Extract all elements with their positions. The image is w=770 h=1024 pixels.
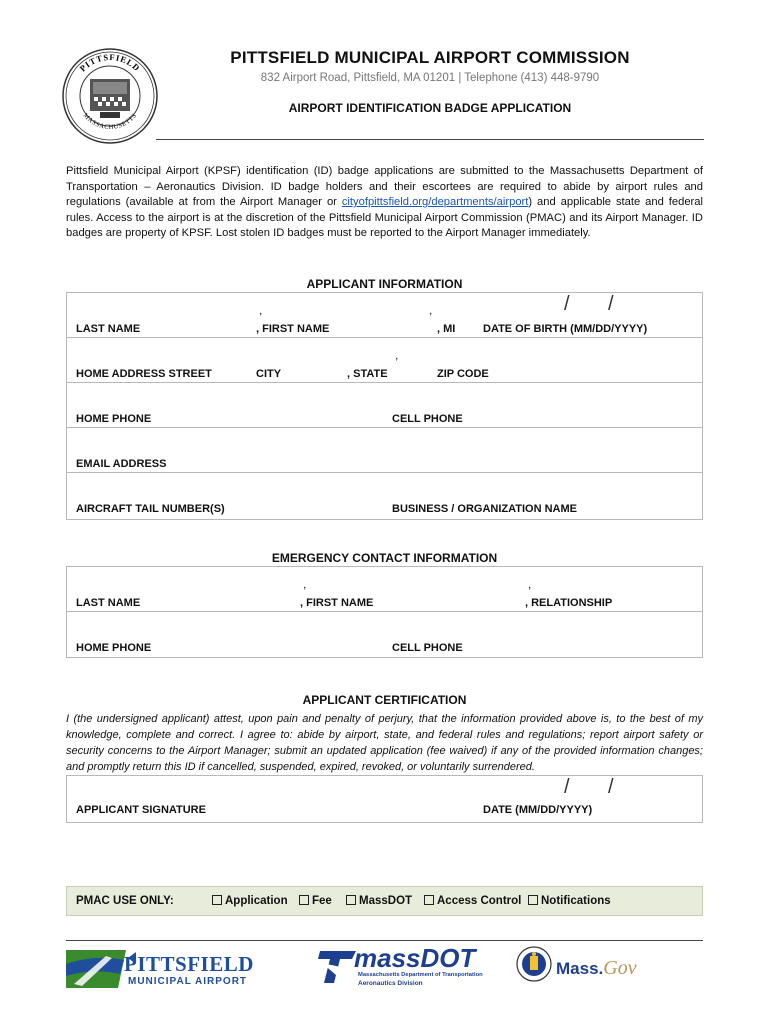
address-row[interactable]: , HOME ADDRESS STREET CITY , STATE ZIP CODE — [67, 338, 702, 383]
form-title: AIRPORT IDENTIFICATION BADGE APPLICATION — [288, 101, 572, 115]
cell-phone-label: CELL PHONE — [392, 413, 463, 425]
header-divider — [156, 139, 704, 140]
commonwealth-seal-icon — [516, 946, 552, 982]
zip-label: ZIP CODE — [437, 368, 489, 380]
mi-label: , MI — [437, 323, 456, 335]
pittsfield-airport-logo — [66, 944, 280, 994]
name-row[interactable]: , , / / LAST NAME , FIRST NAME , MI DATE OF BIRTH (MM/DD/YYYY) — [67, 293, 702, 338]
pmac-use-only-box — [66, 886, 703, 916]
intro-paragraph — [66, 164, 703, 242]
massdot-logo-text: massDOT — [354, 943, 476, 973]
svg-text:PITTSFIELD: PITTSFIELD — [77, 51, 143, 74]
commission-address: 832 Airport Road, Pittsfield, MA 01201 | Telephone (413) 448-9790 — [260, 72, 600, 84]
pittsfield-logo-text: PITTSFIELD — [124, 952, 254, 976]
business-label: BUSINESS / ORGANIZATION NAME — [392, 503, 577, 515]
municipal-airport-logo-text: MUNICIPAL AIRPORT — [128, 976, 248, 987]
checkbox-square — [346, 895, 356, 905]
date-slash: / — [608, 776, 614, 798]
date-slash: / — [608, 293, 614, 315]
emergency-name-row[interactable]: , , LAST NAME , FIRST NAME , RELATIONSHIP — [67, 567, 702, 612]
commission-title: PITTSFIELD MUNICIPAL AIRPORT COMMISSION — [230, 48, 630, 67]
certification-section-title: APPLICANT CERTIFICATION — [302, 693, 467, 707]
last-name-label: LAST NAME — [76, 323, 141, 335]
applicant-info-box — [66, 292, 703, 520]
checkbox-square — [528, 895, 538, 905]
massgov-logo-text: Mass.Gov — [556, 957, 637, 979]
emergency-phone-row[interactable] — [67, 612, 702, 657]
emergency-section-title: EMERGENCY CONTACT INFORMATION — [271, 551, 498, 565]
pmac-label: PMAC USE ONLY: — [76, 895, 174, 907]
dob-label: DATE OF BIRTH (MM/DD/YYYY) — [483, 323, 648, 335]
massdot-logo — [316, 945, 486, 993]
street-label: HOME ADDRESS STREET — [76, 368, 212, 380]
signature-date-label: DATE (MM/DD/YYYY) — [483, 804, 593, 816]
signature-label: APPLICANT SIGNATURE — [76, 804, 206, 816]
checkbox-square — [424, 895, 434, 905]
emergency-info-box — [66, 566, 703, 658]
state-label: , STATE — [347, 368, 388, 380]
checkbox-square — [212, 895, 222, 905]
intro-text-after: ) and applicable state and federal rules. Access to the airport is at the discretion of the Pittsfield Municipal Airport Commission (PMAC) and its Airport Manager. ID badges are property of KPSF. Lost stolen ID badges must be reported to the Airport Manager immediately. — [66, 196, 703, 240]
applicant-section-title: APPLICANT INFORMATION — [306, 277, 463, 291]
massdot-checkbox[interactable]: MassDOT — [346, 895, 412, 907]
footer-divider — [66, 940, 703, 941]
intro-text-before: Pittsfield Municipal Airport (KPSF) identification (ID) badge applications are submitted to the Massachusetts Department of Transportation – Aeronautics Division. ID badge holders and their escortees are required to abide by airport rules and regulations (available at from the Airport Manager or — [66, 165, 703, 209]
email-row[interactable] — [67, 428, 702, 473]
phone-row[interactable] — [67, 383, 702, 428]
checkbox-square — [299, 895, 309, 905]
emergency-last-name-label: LAST NAME — [76, 597, 141, 609]
massdot-subtitle: Massachusetts Department of Transportation — [358, 972, 483, 978]
home-phone-label: HOME PHONE — [76, 413, 152, 425]
tail-number-label: AIRCRAFT TAIL NUMBER(S) — [76, 503, 225, 515]
airport-rules-link[interactable]: cityofpittsfield.org/departments/airport — [341, 196, 529, 209]
certification-text: I (the undersigned applicant) attest, upon pain and penalty of perjury, that the information provided above is, to the best of my knowledge, complete and correct. I agree to: abide by airport, state, and federal rules and regulations; report airport safety or security concerns to the Airport Manager; submit an updated application (fee waived) if any of the provided information changes; and promptly return this ID if cancelled, suspended, expired, revoked, or voluntarily surrendered. — [66, 713, 703, 773]
signature-box[interactable] — [66, 775, 703, 823]
city-label: CITY — [256, 368, 282, 380]
fee-checkbox[interactable]: Fee — [299, 895, 332, 907]
email-label: EMAIL ADDRESS — [76, 458, 167, 470]
notifications-checkbox[interactable]: Notifications — [528, 895, 611, 907]
emergency-home-phone-label: HOME PHONE — [76, 642, 152, 654]
date-slash: / — [564, 293, 570, 315]
tail-business-row[interactable] — [67, 473, 702, 519]
relationship-label: , RELATIONSHIP — [525, 597, 613, 609]
city-seal — [60, 46, 160, 146]
emergency-first-name-label: , FIRST NAME — [300, 597, 374, 609]
svg-text:MASSACHUSETTS: MASSACHUSETTS — [81, 112, 139, 132]
application-checkbox[interactable]: Application — [212, 895, 288, 907]
first-name-label: , FIRST NAME — [256, 323, 330, 335]
access-control-checkbox[interactable]: Access Control — [424, 895, 521, 907]
date-slash: / — [564, 776, 570, 798]
emergency-cell-phone-label: CELL PHONE — [392, 642, 463, 654]
aeronautics-division-text: Aeronautics Division — [358, 980, 423, 987]
